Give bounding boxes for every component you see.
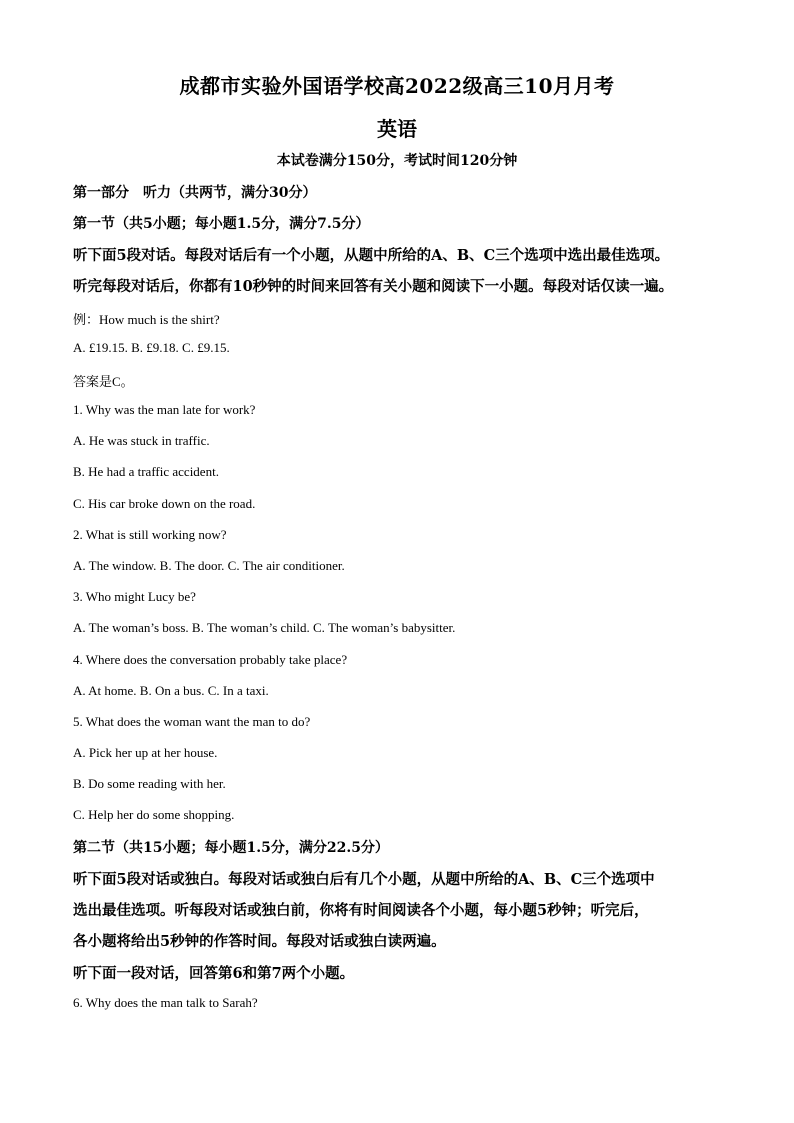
example-options: A. £19.15. B. £9.18. C. £9.15. xyxy=(73,340,230,355)
question-2-options: A. The window. B. The door. C. The air conditioner. xyxy=(73,558,345,573)
section2-heading: 第二节（共15小题；每小题1.5分，满分22.5分） xyxy=(73,840,389,856)
question-6: 6. Why does the man talk to Sarah? xyxy=(73,995,258,1010)
section2-instruction: 选出最佳选项。听每段对话或独白前，你将有时间阅读各个小题，每小题5秒钟；听完后， xyxy=(73,902,649,919)
question-1-option-c: C. His car broke down on the road. xyxy=(73,496,256,511)
section2-sub-instruction: 听下面一段对话，回答第6和第7两个小题。 xyxy=(73,965,355,982)
exam-title: 成都市实验外国语学校高2022级高三10月月考 xyxy=(179,74,615,98)
question-5-option-b: B. Do some reading with her. xyxy=(73,776,226,791)
question-1-option-a: A. He was stuck in traffic. xyxy=(73,433,210,448)
question-1: 1. Why was the man late for work? xyxy=(73,402,256,417)
section2-instruction: 听下面5段对话或独白。每段对话或独白后有几个小题，从题中所给的A、B、C三个选项中 xyxy=(73,871,655,888)
question-5-option-c: C. Help her do some shopping. xyxy=(73,807,235,822)
section1-heading: 第一节（共5小题；每小题1.5分，满分7.5分） xyxy=(73,216,370,232)
question-2: 2. What is still working now? xyxy=(73,527,227,542)
example-question: 例：How much is the shirt? xyxy=(73,312,220,327)
section1-instruction: 听下面5段对话。每段对话后有一个小题，从题中所给的A、B、C三个选项中选出最佳选项。 xyxy=(73,247,670,264)
question-5: 5. What does the woman want the man to do? xyxy=(73,714,311,729)
question-3: 3. Who might Lucy be? xyxy=(73,589,196,604)
section2-instruction: 各小题将给出5秒钟的作答时间。每段对话或独白读两遍。 xyxy=(73,933,446,950)
question-4-options: A. At home. B. On a bus. C. In a taxi. xyxy=(73,683,269,698)
question-1-option-b: B. He had a traffic accident. xyxy=(73,464,219,479)
question-5-option-a: A. Pick her up at her house. xyxy=(73,745,218,760)
part1-heading: 第一部分 听力（共两节，满分30分） xyxy=(73,185,317,201)
section1-instruction: 听完每段对话后，你都有10秒钟的时间来回答有关小题和阅读下一小题。每段对话仅读一遍。 xyxy=(73,278,674,295)
example-answer: 答案是C。 xyxy=(73,374,134,389)
question-3-options: A. The woman’s boss. B. The woman’s child. C. The woman’s babysitter. xyxy=(73,620,456,635)
exam-meta: 本试卷满分150分，考试时间120分钟 xyxy=(276,153,518,169)
question-4: 4. Where does the conversation probably take place? xyxy=(73,652,348,667)
exam-subject: 英语 xyxy=(377,117,417,141)
